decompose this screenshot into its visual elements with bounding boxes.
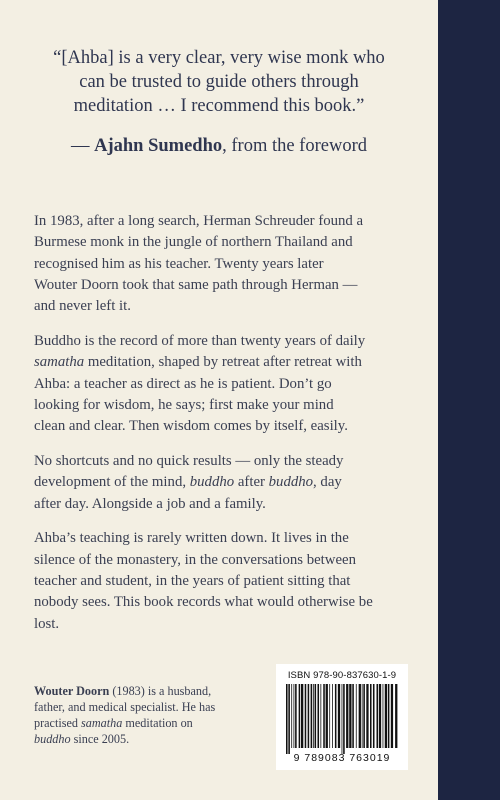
text-run: looking for wisdom, he says; first make your mind <box>34 396 334 413</box>
paragraph-line <box>34 352 424 373</box>
barcode-bar <box>395 684 397 748</box>
text-run: nobody sees. This book records what would otherwise be <box>34 594 373 611</box>
blurb-body <box>34 211 424 648</box>
text-run: Burmese monk in the jungle of northern Thailand and <box>34 234 353 251</box>
text-run: and never left it. <box>34 298 131 315</box>
quote-attribution <box>10 134 428 158</box>
barcode-bar <box>383 684 384 748</box>
quote-line: “[Ahba] is a very clear, very wise monk who <box>53 48 385 68</box>
paragraph-line <box>34 254 424 275</box>
barcode-bar <box>315 684 317 748</box>
barcode-bar <box>286 684 288 754</box>
quote-line: meditation … I recommend this book.” <box>73 96 365 116</box>
author-bio <box>34 683 234 747</box>
text-run: father, and medical specialist. He has <box>34 700 216 714</box>
barcode-bar <box>346 684 348 748</box>
barcode-bar <box>343 684 345 754</box>
paragraph-line <box>34 374 424 395</box>
italic-term: buddho <box>189 474 235 491</box>
paragraph-line <box>34 395 424 416</box>
bio-line <box>34 715 234 731</box>
italic-term: samatha <box>81 716 123 730</box>
barcode-bar <box>373 684 375 748</box>
blurb-paragraph <box>34 331 424 437</box>
bio-line <box>34 699 234 715</box>
barcode-bar <box>288 684 290 754</box>
barcode-bar <box>305 684 307 748</box>
barcode-digits: 9 789083 763019 <box>293 752 391 764</box>
bio-line <box>34 731 234 747</box>
barcode-bar <box>379 684 381 748</box>
spine-band <box>438 0 500 800</box>
paragraph-line <box>34 211 424 232</box>
barcode-bar <box>308 684 310 748</box>
barcode-bars <box>286 684 400 754</box>
barcode-bar <box>329 684 330 748</box>
paragraph-line <box>34 472 424 493</box>
barcode-bar <box>370 684 372 748</box>
barcode-bar <box>363 684 365 748</box>
text-run: meditation, shaped by retreat after retreat with <box>84 354 362 371</box>
isbn-barcode <box>276 664 408 770</box>
endorsement-quote <box>10 46 428 118</box>
paragraph-line <box>34 550 424 571</box>
text-run: silence of the monastery, in the conversations between <box>34 551 356 568</box>
paragraph-line <box>34 296 424 317</box>
barcode-bar <box>362 684 363 748</box>
barcode-bar <box>299 684 301 748</box>
blurb-paragraph <box>34 211 424 317</box>
blurb-paragraph <box>34 451 424 515</box>
barcode-bar <box>313 684 314 748</box>
bold-text: Wouter Doorn <box>34 684 110 698</box>
paragraph-line <box>34 331 424 352</box>
text-run: , day <box>313 474 342 491</box>
paragraph-line <box>34 416 424 437</box>
paragraph-line <box>34 494 424 515</box>
barcode-bar <box>359 684 361 748</box>
italic-term: buddho <box>34 732 71 746</box>
barcode-bar <box>342 684 343 754</box>
barcode-bar <box>356 684 357 748</box>
isbn-label: ISBN 978-90-837630-1-9 <box>287 670 397 681</box>
barcode-bar <box>295 684 297 748</box>
paragraph-line <box>34 232 424 253</box>
text-run: No shortcuts and no quick results — only the steady <box>34 452 344 469</box>
barcode-bar <box>323 684 325 748</box>
text-run: clean and clear. Then wisdom comes by itself, easily. <box>34 418 348 435</box>
text-run: Ahba: a teacher as direct as he is patient. Don’t go <box>34 375 332 392</box>
italic-term: buddho <box>268 474 314 491</box>
barcode-bar <box>301 684 303 748</box>
text-run: since 2005. <box>70 732 130 746</box>
paragraph-line <box>34 528 424 549</box>
barcode-bar <box>294 684 295 748</box>
paragraph-line <box>34 571 424 592</box>
text-run: Ahba’s teaching is rarely written down. It lives in the <box>34 530 349 547</box>
paragraph-line <box>34 614 424 635</box>
attribution-source: , from the foreword <box>222 136 367 156</box>
text-run: (1983) is a husband, <box>109 684 212 698</box>
barcode-bar <box>326 684 328 748</box>
barcode-bar <box>291 684 292 748</box>
text-run: practised <box>34 716 82 730</box>
attribution-name: Ajahn Sumedho <box>94 136 223 156</box>
text-run: meditation on <box>122 716 193 730</box>
barcode-bar <box>391 684 393 748</box>
barcode-bar <box>366 684 368 748</box>
text-run: after <box>234 474 269 491</box>
barcode-bar <box>388 684 390 748</box>
text-run: teacher and student, in the years of patient sitting that <box>34 572 351 589</box>
barcode-bar <box>318 684 320 748</box>
text-run: In 1983, after a long search, Herman Schreuder found a <box>34 213 364 229</box>
attribution-dash: — <box>70 136 95 156</box>
text-run: after day. Alongside a job and a family. <box>34 495 266 512</box>
paragraph-line <box>34 451 424 472</box>
barcode-bar <box>349 684 351 748</box>
paragraph-line <box>34 592 424 613</box>
blurb-paragraph <box>34 528 424 634</box>
bio-line <box>34 683 234 699</box>
barcode-bar <box>332 684 333 748</box>
italic-term: samatha <box>34 354 85 371</box>
text-run: development of the mind, <box>34 474 190 491</box>
barcode-bar <box>377 684 379 748</box>
quote-line: can be trusted to guide others through <box>79 72 359 92</box>
paragraph-line <box>34 275 424 296</box>
barcode-bar <box>338 684 340 748</box>
barcode-bar <box>352 684 354 748</box>
barcode-bar <box>385 684 387 748</box>
text-run: Wouter Doorn took that same path through Herman — <box>34 276 358 293</box>
text-run: lost. <box>34 615 60 632</box>
barcode-bar <box>311 684 313 748</box>
text-run: Buddho is the record of more than twenty years of daily <box>34 332 366 349</box>
text-run: recognised him as his teacher. Twenty years later <box>34 255 324 272</box>
barcode-bar <box>335 684 337 748</box>
barcode-bar <box>320 684 321 748</box>
